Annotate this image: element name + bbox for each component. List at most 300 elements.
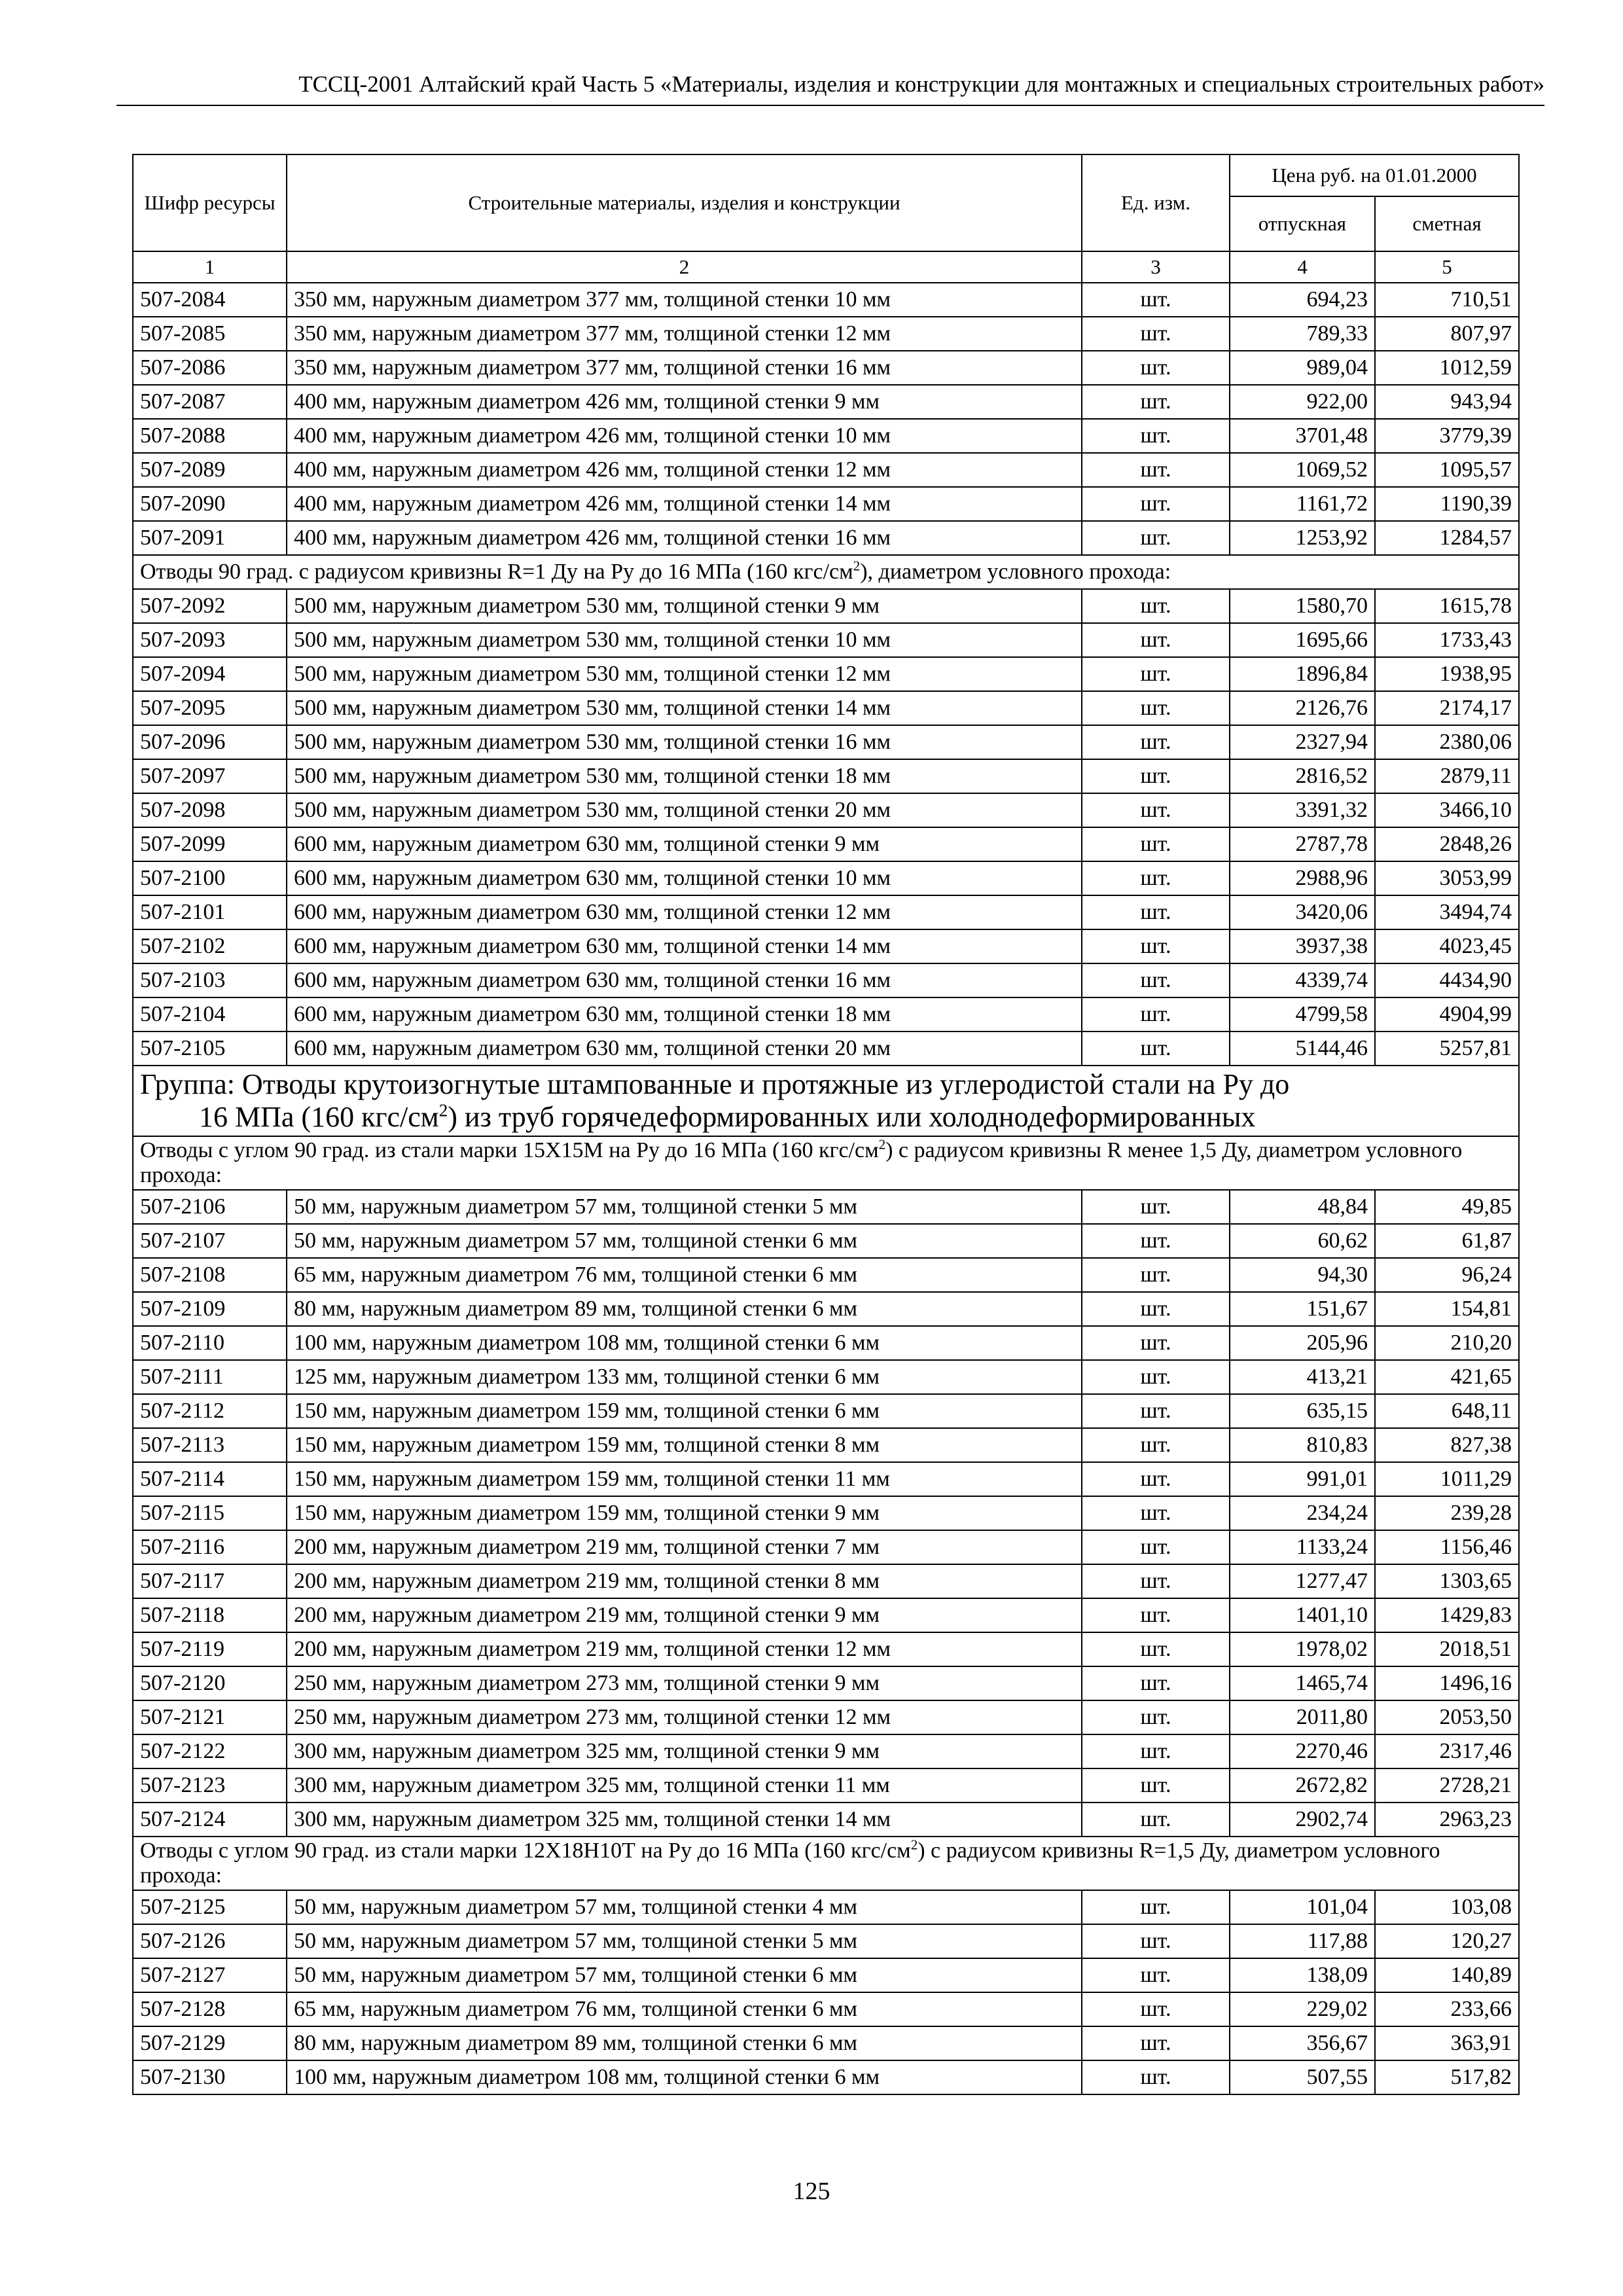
resource-code: 507-2102 xyxy=(133,929,287,963)
table-row xyxy=(133,2060,1519,2094)
release-price: 229,02 xyxy=(1230,1992,1375,2026)
item-description: 200 мм, наружным диаметром 219 мм, толщиной стенки 8 мм xyxy=(287,1564,1082,1598)
section-rows-3 xyxy=(133,1190,1519,1837)
release-price: 635,15 xyxy=(1230,1394,1375,1428)
col-number: 4 xyxy=(1230,251,1375,283)
table-row xyxy=(133,997,1519,1031)
table-row xyxy=(133,487,1519,521)
resource-code: 507-2106 xyxy=(133,1190,287,1224)
unit-of-measure: шт. xyxy=(1082,725,1230,759)
table-row xyxy=(133,1666,1519,1700)
table-row xyxy=(133,1924,1519,1958)
item-description: 400 мм, наружным диаметром 426 мм, толщиной стенки 14 мм xyxy=(287,487,1082,521)
unit-of-measure: шт. xyxy=(1082,1924,1230,1958)
item-description: 500 мм, наружным диаметром 530 мм, толщиной стенки 16 мм xyxy=(287,725,1082,759)
estimate-price: 5257,81 xyxy=(1375,1031,1519,1066)
item-description: 600 мм, наружным диаметром 630 мм, толщиной стенки 14 мм xyxy=(287,929,1082,963)
release-price: 1465,74 xyxy=(1230,1666,1375,1700)
item-description: 250 мм, наружным диаметром 273 мм, толщиной стенки 12 мм xyxy=(287,1700,1082,1734)
resource-code: 507-2108 xyxy=(133,1258,287,1292)
table-row xyxy=(133,521,1519,555)
estimate-price: 2879,11 xyxy=(1375,759,1519,793)
table-row xyxy=(133,1598,1519,1632)
unit-of-measure: шт. xyxy=(1082,2026,1230,2060)
estimate-price: 49,85 xyxy=(1375,1190,1519,1224)
resource-code: 507-2114 xyxy=(133,1462,287,1496)
resource-code: 507-2099 xyxy=(133,827,287,861)
item-description: 300 мм, наружным диаметром 325 мм, толщиной стенки 11 мм xyxy=(287,1768,1082,1803)
resource-code: 507-2103 xyxy=(133,963,287,997)
item-description: 300 мм, наружным диаметром 325 мм, толщиной стенки 14 мм xyxy=(287,1803,1082,1837)
release-price: 2816,52 xyxy=(1230,759,1375,793)
item-description: 65 мм, наружным диаметром 76 мм, толщиной стенки 6 мм xyxy=(287,1258,1082,1292)
release-price: 2126,76 xyxy=(1230,691,1375,725)
estimate-price: 140,89 xyxy=(1375,1958,1519,1992)
estimate-price: 1615,78 xyxy=(1375,589,1519,623)
release-price: 810,83 xyxy=(1230,1428,1375,1462)
resource-code: 507-2090 xyxy=(133,487,287,521)
resource-code: 507-2125 xyxy=(133,1890,287,1924)
estimate-price: 233,66 xyxy=(1375,1992,1519,2026)
item-description: 600 мм, наружным диаметром 630 мм, толщиной стенки 12 мм xyxy=(287,895,1082,929)
table-row xyxy=(133,1190,1519,1224)
col-number: 3 xyxy=(1082,251,1230,283)
unit-of-measure: шт. xyxy=(1082,1992,1230,2026)
resource-code: 507-2105 xyxy=(133,1031,287,1066)
table-row xyxy=(133,623,1519,657)
unit-of-measure: шт. xyxy=(1082,861,1230,895)
estimate-price: 363,91 xyxy=(1375,2026,1519,2060)
section-subheading: Отводы с углом 90 град. из стали марки 12Х18Н10Т на Ру до 16 МПа (160 кгс/$см^2$) с радиусом кривизны R=1,5 Ду, диаметром условного прохода: xyxy=(133,1837,1519,1890)
unit-of-measure: шт. xyxy=(1082,929,1230,963)
item-description: 500 мм, наружным диаметром 530 мм, толщиной стенки 14 мм xyxy=(287,691,1082,725)
item-description: 500 мм, наружным диаметром 530 мм, толщиной стенки 9 мм xyxy=(287,589,1082,623)
unit-of-measure: шт. xyxy=(1082,521,1230,555)
resource-code: 507-2126 xyxy=(133,1924,287,1958)
item-description: 150 мм, наружным диаметром 159 мм, толщиной стенки 9 мм xyxy=(287,1496,1082,1530)
table-row xyxy=(133,1292,1519,1326)
estimate-price: 421,65 xyxy=(1375,1360,1519,1394)
item-description: 500 мм, наружным диаметром 530 мм, толщиной стенки 10 мм xyxy=(287,623,1082,657)
unit-of-measure: шт. xyxy=(1082,1224,1230,1258)
item-description: 350 мм, наружным диаметром 377 мм, толщиной стенки 16 мм xyxy=(287,351,1082,385)
col-header-estimate: сметная xyxy=(1375,196,1519,251)
item-description: 250 мм, наружным диаметром 273 мм, толщиной стенки 9 мм xyxy=(287,1666,1082,1700)
release-price: 356,67 xyxy=(1230,2026,1375,2060)
release-price: 205,96 xyxy=(1230,1326,1375,1360)
unit-of-measure: шт. xyxy=(1082,1326,1230,1360)
resource-code: 507-2084 xyxy=(133,283,287,317)
release-price: 4339,74 xyxy=(1230,963,1375,997)
resource-code: 507-2086 xyxy=(133,351,287,385)
release-price: 1133,24 xyxy=(1230,1530,1375,1564)
estimate-price: 2728,21 xyxy=(1375,1768,1519,1803)
table-row xyxy=(133,691,1519,725)
estimate-price: 96,24 xyxy=(1375,1258,1519,1292)
item-description: 500 мм, наружным диаметром 530 мм, толщиной стенки 12 мм xyxy=(287,657,1082,691)
item-description: 65 мм, наружным диаметром 76 мм, толщиной стенки 6 мм xyxy=(287,1992,1082,2026)
item-description: 50 мм, наружным диаметром 57 мм, толщиной стенки 6 мм xyxy=(287,1224,1082,1258)
unit-of-measure: шт. xyxy=(1082,793,1230,827)
item-description: 50 мм, наружным диаметром 57 мм, толщиной стенки 6 мм xyxy=(287,1958,1082,1992)
resource-code: 507-2087 xyxy=(133,385,287,419)
estimate-price: 517,82 xyxy=(1375,2060,1519,2094)
release-price: 60,62 xyxy=(1230,1224,1375,1258)
unit-of-measure: шт. xyxy=(1082,317,1230,351)
estimate-price: 210,20 xyxy=(1375,1326,1519,1360)
table-row xyxy=(133,385,1519,419)
unit-of-measure: шт. xyxy=(1082,1890,1230,1924)
resource-code: 507-2101 xyxy=(133,895,287,929)
group-heading-line-1: Группа: Отводы крутоизогнутые штампованные и протяжные из углеродистой стали на Ру до xyxy=(140,1068,1290,1100)
unit-of-measure: шт. xyxy=(1082,1803,1230,1837)
unit-of-measure: шт. xyxy=(1082,1428,1230,1462)
estimate-price: 1095,57 xyxy=(1375,453,1519,487)
release-price: 1695,66 xyxy=(1230,623,1375,657)
table-row xyxy=(133,895,1519,929)
release-price: 2327,94 xyxy=(1230,725,1375,759)
item-description: 600 мм, наружным диаметром 630 мм, толщиной стенки 16 мм xyxy=(287,963,1082,997)
estimate-price: 1938,95 xyxy=(1375,657,1519,691)
table-row xyxy=(133,963,1519,997)
resource-code: 507-2110 xyxy=(133,1326,287,1360)
resource-code: 507-2117 xyxy=(133,1564,287,1598)
estimate-price: 2963,23 xyxy=(1375,1803,1519,1837)
table-row xyxy=(133,827,1519,861)
release-price: 1896,84 xyxy=(1230,657,1375,691)
unit-of-measure: шт. xyxy=(1082,1700,1230,1734)
item-description: 600 мм, наружным диаметром 630 мм, толщиной стенки 9 мм xyxy=(287,827,1082,861)
estimate-price: 1156,46 xyxy=(1375,1530,1519,1564)
unit-of-measure: шт. xyxy=(1082,1666,1230,1700)
release-price: 3701,48 xyxy=(1230,419,1375,453)
table-row xyxy=(133,1530,1519,1564)
table-row xyxy=(133,1326,1519,1360)
estimate-price: 3494,74 xyxy=(1375,895,1519,929)
estimate-price: 648,11 xyxy=(1375,1394,1519,1428)
unit-of-measure: шт. xyxy=(1082,895,1230,929)
estimate-price: 2848,26 xyxy=(1375,827,1519,861)
item-description: 50 мм, наружным диаметром 57 мм, толщиной стенки 5 мм xyxy=(287,1924,1082,1958)
estimate-price: 1190,39 xyxy=(1375,487,1519,521)
unit-of-measure: шт. xyxy=(1082,963,1230,997)
estimate-price: 2317,46 xyxy=(1375,1734,1519,1768)
table-row xyxy=(133,1428,1519,1462)
resource-code: 507-2127 xyxy=(133,1958,287,1992)
resource-code: 507-2107 xyxy=(133,1224,287,1258)
estimate-price: 1303,65 xyxy=(1375,1564,1519,1598)
release-price: 138,09 xyxy=(1230,1958,1375,1992)
resource-code: 507-2089 xyxy=(133,453,287,487)
unit-of-measure: шт. xyxy=(1082,1768,1230,1803)
table-row xyxy=(133,1360,1519,1394)
table-row xyxy=(133,1632,1519,1666)
estimate-price: 2018,51 xyxy=(1375,1632,1519,1666)
item-description: 400 мм, наружным диаметром 426 мм, толщиной стенки 10 мм xyxy=(287,419,1082,453)
table-row xyxy=(133,317,1519,351)
table-row xyxy=(133,1224,1519,1258)
table-row xyxy=(133,1031,1519,1066)
resource-code: 507-2128 xyxy=(133,1992,287,2026)
estimate-price: 239,28 xyxy=(1375,1496,1519,1530)
table-row xyxy=(133,589,1519,623)
release-price: 2270,46 xyxy=(1230,1734,1375,1768)
resource-code: 507-2116 xyxy=(133,1530,287,1564)
table-row xyxy=(133,759,1519,793)
page-number: 125 xyxy=(793,2178,830,2205)
group-heading-line-2: 16 МПа (160 кгс/$см^2$) из труб горячедеформированных или холоднодеформированных xyxy=(199,1100,1256,1133)
item-description: 400 мм, наружным диаметром 426 мм, толщиной стенки 12 мм xyxy=(287,453,1082,487)
estimate-price: 1496,16 xyxy=(1375,1666,1519,1700)
unit-of-measure: шт. xyxy=(1082,1258,1230,1292)
item-description: 600 мм, наружным диаметром 630 мм, толщиной стенки 10 мм xyxy=(287,861,1082,895)
unit-of-measure: шт. xyxy=(1082,1734,1230,1768)
table-row xyxy=(133,453,1519,487)
release-price: 413,21 xyxy=(1230,1360,1375,1394)
table-row xyxy=(133,861,1519,895)
item-description: 600 мм, наружным диаметром 630 мм, толщиной стенки 20 мм xyxy=(287,1031,1082,1066)
unit-of-measure: шт. xyxy=(1082,419,1230,453)
item-description: 500 мм, наружным диаметром 530 мм, толщиной стенки 18 мм xyxy=(287,759,1082,793)
col-header-price: Цена руб. на 01.01.2000 xyxy=(1230,154,1519,196)
release-price: 2902,74 xyxy=(1230,1803,1375,1837)
release-price: 1580,70 xyxy=(1230,589,1375,623)
unit-of-measure: шт. xyxy=(1082,589,1230,623)
resource-code: 507-2118 xyxy=(133,1598,287,1632)
unit-of-measure: шт. xyxy=(1082,997,1230,1031)
table-row xyxy=(133,929,1519,963)
release-price: 991,01 xyxy=(1230,1462,1375,1496)
release-price: 789,33 xyxy=(1230,317,1375,351)
estimate-price: 4904,99 xyxy=(1375,997,1519,1031)
item-description: 150 мм, наружным диаметром 159 мм, толщиной стенки 11 мм xyxy=(287,1462,1082,1496)
resource-code: 507-2091 xyxy=(133,521,287,555)
release-price: 5144,46 xyxy=(1230,1031,1375,1066)
release-price: 1161,72 xyxy=(1230,487,1375,521)
estimate-price: 1012,59 xyxy=(1375,351,1519,385)
unit-of-measure: шт. xyxy=(1082,1632,1230,1666)
table-row xyxy=(133,657,1519,691)
estimate-price: 2174,17 xyxy=(1375,691,1519,725)
table-row xyxy=(133,1258,1519,1292)
section-rows-2 xyxy=(133,589,1519,1066)
unit-of-measure: шт. xyxy=(1082,1462,1230,1496)
release-price: 151,67 xyxy=(1230,1292,1375,1326)
estimate-price: 1429,83 xyxy=(1375,1598,1519,1632)
item-description: 200 мм, наружным диаметром 219 мм, толщиной стенки 7 мм xyxy=(287,1530,1082,1564)
item-description: 50 мм, наружным диаметром 57 мм, толщиной стенки 4 мм xyxy=(287,1890,1082,1924)
table-row xyxy=(133,1394,1519,1428)
unit-of-measure: шт. xyxy=(1082,453,1230,487)
section-subheading: Отводы 90 град. с радиусом кривизны R=1 Ду на Ру до 16 МПа (160 кгс/$см^2$), диаметром условного прохода: xyxy=(133,555,1519,589)
release-price: 3420,06 xyxy=(1230,895,1375,929)
unit-of-measure: шт. xyxy=(1082,2060,1230,2094)
table-row xyxy=(133,1564,1519,1598)
table-row xyxy=(133,1496,1519,1530)
item-description: 500 мм, наружным диаметром 530 мм, толщиной стенки 20 мм xyxy=(287,793,1082,827)
unit-of-measure: шт. xyxy=(1082,1292,1230,1326)
release-price: 3937,38 xyxy=(1230,929,1375,963)
item-description: 350 мм, наружным диаметром 377 мм, толщиной стенки 12 мм xyxy=(287,317,1082,351)
resource-code: 507-2115 xyxy=(133,1496,287,1530)
estimate-price: 3053,99 xyxy=(1375,861,1519,895)
resource-code: 507-2123 xyxy=(133,1768,287,1803)
resource-code: 507-2104 xyxy=(133,997,287,1031)
col-header-code: Шифр ресурсы xyxy=(133,154,287,251)
estimate-price: 1011,29 xyxy=(1375,1462,1519,1496)
item-description: 300 мм, наружным диаметром 325 мм, толщиной стенки 9 мм xyxy=(287,1734,1082,1768)
release-price: 1253,92 xyxy=(1230,521,1375,555)
table-row xyxy=(133,1992,1519,2026)
item-description: 200 мм, наружным диаметром 219 мм, толщиной стенки 9 мм xyxy=(287,1598,1082,1632)
table-row xyxy=(133,1958,1519,1992)
estimate-price: 2053,50 xyxy=(1375,1700,1519,1734)
unit-of-measure: шт. xyxy=(1082,759,1230,793)
release-price: 3391,32 xyxy=(1230,793,1375,827)
resource-code: 507-2120 xyxy=(133,1666,287,1700)
unit-of-measure: шт. xyxy=(1082,351,1230,385)
table-row xyxy=(133,1890,1519,1924)
release-price: 694,23 xyxy=(1230,283,1375,317)
unit-of-measure: шт. xyxy=(1082,1360,1230,1394)
resource-code: 507-2129 xyxy=(133,2026,287,2060)
section-rows-4 xyxy=(133,1890,1519,2094)
estimate-price: 943,94 xyxy=(1375,385,1519,419)
resource-code: 507-2121 xyxy=(133,1700,287,1734)
section-subheading: Отводы с углом 90 град. из стали марки 15Х15М на Ру до 16 МПа (160 кгс/$см^2$) с радиусом кривизны R менее 1,5 Ду, диаметром условного прохода: xyxy=(133,1136,1519,1190)
item-description: 350 мм, наружным диаметром 377 мм, толщиной стенки 10 мм xyxy=(287,283,1082,317)
estimate-price: 710,51 xyxy=(1375,283,1519,317)
group-heading xyxy=(133,1066,1519,1136)
estimate-price: 3466,10 xyxy=(1375,793,1519,827)
item-description: 200 мм, наружным диаметром 219 мм, толщиной стенки 12 мм xyxy=(287,1632,1082,1666)
table-row xyxy=(133,1803,1519,1837)
estimate-price: 120,27 xyxy=(1375,1924,1519,1958)
table-row xyxy=(133,351,1519,385)
table-row xyxy=(133,283,1519,317)
release-price: 989,04 xyxy=(1230,351,1375,385)
estimate-price: 4023,45 xyxy=(1375,929,1519,963)
estimate-price: 1284,57 xyxy=(1375,521,1519,555)
table-row xyxy=(133,1768,1519,1803)
unit-of-measure: шт. xyxy=(1082,1496,1230,1530)
release-price: 4799,58 xyxy=(1230,997,1375,1031)
estimate-price: 103,08 xyxy=(1375,1890,1519,1924)
release-price: 117,88 xyxy=(1230,1924,1375,1958)
estimate-price: 4434,90 xyxy=(1375,963,1519,997)
table-row xyxy=(133,725,1519,759)
unit-of-measure: шт. xyxy=(1082,1031,1230,1066)
estimate-price: 827,38 xyxy=(1375,1428,1519,1462)
resource-code: 507-2093 xyxy=(133,623,287,657)
release-price: 234,24 xyxy=(1230,1496,1375,1530)
running-header: ТССЦ-2001 Алтайский край Часть 5 «Материалы, изделия и конструкции для монтажных и специальных строительных работ» xyxy=(298,71,1544,97)
item-description: 50 мм, наружным диаметром 57 мм, толщиной стенки 5 мм xyxy=(287,1190,1082,1224)
release-price: 1277,47 xyxy=(1230,1564,1375,1598)
resource-code: 507-2119 xyxy=(133,1632,287,1666)
resource-code: 507-2088 xyxy=(133,419,287,453)
estimate-price: 154,81 xyxy=(1375,1292,1519,1326)
unit-of-measure: шт. xyxy=(1082,1564,1230,1598)
col-header-name: Строительные материалы, изделия и конструкции xyxy=(287,154,1082,251)
col-number: 2 xyxy=(287,251,1082,283)
item-description: 80 мм, наружным диаметром 89 мм, толщиной стенки 6 мм xyxy=(287,2026,1082,2060)
section-rows-1 xyxy=(133,283,1519,555)
resource-code: 507-2100 xyxy=(133,861,287,895)
unit-of-measure: шт. xyxy=(1082,283,1230,317)
item-description: 150 мм, наружным диаметром 159 мм, толщиной стенки 8 мм xyxy=(287,1428,1082,1462)
resource-code: 507-2092 xyxy=(133,589,287,623)
resource-code: 507-2111 xyxy=(133,1360,287,1394)
estimate-price: 61,87 xyxy=(1375,1224,1519,1258)
release-price: 2011,80 xyxy=(1230,1700,1375,1734)
table-row xyxy=(133,2026,1519,2060)
unit-of-measure: шт. xyxy=(1082,385,1230,419)
resource-code: 507-2098 xyxy=(133,793,287,827)
table-row xyxy=(133,1462,1519,1496)
unit-of-measure: шт. xyxy=(1082,691,1230,725)
resource-code: 507-2112 xyxy=(133,1394,287,1428)
unit-of-measure: шт. xyxy=(1082,827,1230,861)
release-price: 2988,96 xyxy=(1230,861,1375,895)
item-description: 80 мм, наружным диаметром 89 мм, толщиной стенки 6 мм xyxy=(287,1292,1082,1326)
resource-code: 507-2085 xyxy=(133,317,287,351)
release-price: 48,84 xyxy=(1230,1190,1375,1224)
table-row xyxy=(133,1700,1519,1734)
item-description: 400 мм, наружным диаметром 426 мм, толщиной стенки 16 мм xyxy=(287,521,1082,555)
item-description: 600 мм, наружным диаметром 630 мм, толщиной стенки 18 мм xyxy=(287,997,1082,1031)
estimate-price: 2380,06 xyxy=(1375,725,1519,759)
resource-code: 507-2097 xyxy=(133,759,287,793)
resource-code: 507-2094 xyxy=(133,657,287,691)
col-number: 1 xyxy=(133,251,287,283)
table-row xyxy=(133,793,1519,827)
unit-of-measure: шт. xyxy=(1082,1958,1230,1992)
release-price: 507,55 xyxy=(1230,2060,1375,2094)
item-description: 125 мм, наружным диаметром 133 мм, толщиной стенки 6 мм xyxy=(287,1360,1082,1394)
estimate-price: 3779,39 xyxy=(1375,419,1519,453)
unit-of-measure: шт. xyxy=(1082,487,1230,521)
resource-code: 507-2130 xyxy=(133,2060,287,2094)
col-header-unit: Ед. изм. xyxy=(1082,154,1230,251)
header-rule xyxy=(116,105,1544,106)
unit-of-measure: шт. xyxy=(1082,1394,1230,1428)
unit-of-measure: шт. xyxy=(1082,1598,1230,1632)
price-table xyxy=(132,154,1520,2095)
table-row xyxy=(133,419,1519,453)
release-price: 101,04 xyxy=(1230,1890,1375,1924)
resource-code: 507-2124 xyxy=(133,1803,287,1837)
release-price: 1978,02 xyxy=(1230,1632,1375,1666)
release-price: 1401,10 xyxy=(1230,1598,1375,1632)
unit-of-measure: шт. xyxy=(1082,623,1230,657)
estimate-price: 1733,43 xyxy=(1375,623,1519,657)
resource-code: 507-2113 xyxy=(133,1428,287,1462)
release-price: 2672,82 xyxy=(1230,1768,1375,1803)
release-price: 2787,78 xyxy=(1230,827,1375,861)
resource-code: 507-2095 xyxy=(133,691,287,725)
col-number: 5 xyxy=(1375,251,1519,283)
item-description: 150 мм, наружным диаметром 159 мм, толщиной стенки 6 мм xyxy=(287,1394,1082,1428)
unit-of-measure: шт. xyxy=(1082,657,1230,691)
resource-code: 507-2096 xyxy=(133,725,287,759)
estimate-price: 807,97 xyxy=(1375,317,1519,351)
resource-code: 507-2109 xyxy=(133,1292,287,1326)
resource-code: 507-2122 xyxy=(133,1734,287,1768)
item-description: 100 мм, наружным диаметром 108 мм, толщиной стенки 6 мм xyxy=(287,1326,1082,1360)
item-description: 100 мм, наружным диаметром 108 мм, толщиной стенки 6 мм xyxy=(287,2060,1082,2094)
item-description: 400 мм, наружным диаметром 426 мм, толщиной стенки 9 мм xyxy=(287,385,1082,419)
